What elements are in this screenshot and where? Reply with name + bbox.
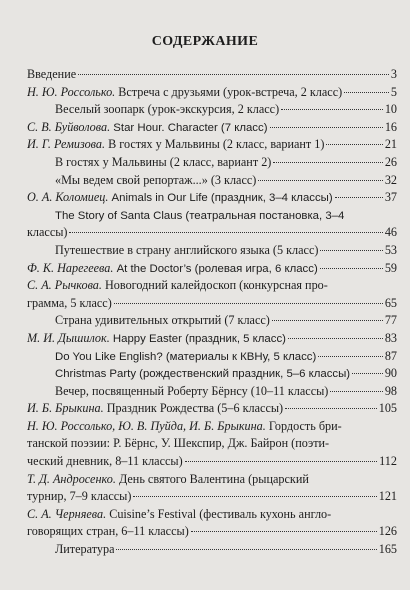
page-number: 126: [378, 524, 397, 539]
page-number: 90: [384, 366, 397, 381]
toc-entry: [27, 278, 397, 296]
toc-entry: [27, 349, 397, 367]
toc-entry-continuation: [27, 225, 397, 243]
entry-title: Литература: [55, 542, 115, 557]
entry-title: Christmas Party (рождественский праздник, 5–6 классы): [55, 368, 351, 381]
entry-title-line: День святого Валентина (рыцарский: [115, 471, 309, 486]
entry-title: Страна удивительных открытий (7 класс): [55, 313, 270, 328]
entry-author: М. И. Дышилок.: [27, 330, 110, 345]
toc-entry: [27, 472, 397, 490]
dot-leader: [285, 408, 377, 409]
toc-entry: [27, 507, 397, 525]
entry-author: С. В. Буйволова.: [27, 119, 111, 134]
page-number: 87: [384, 348, 397, 363]
toc-entry: [27, 384, 397, 402]
entry-author: И. Б. Брыкина.: [27, 401, 104, 416]
toc-entry: [27, 120, 397, 138]
entry-author: Т. Д. Андросенко.: [27, 471, 116, 486]
entry-title: Встреча с друзьями (урок-встреча, 2 класс): [115, 84, 343, 99]
entry-author: С. А. Черняева.: [27, 506, 107, 521]
page-number: 26: [384, 154, 397, 169]
dot-leader: [326, 144, 382, 145]
entry-author: С. А. Рычкова.: [27, 278, 102, 293]
dot-leader: [288, 338, 383, 339]
toc-entry: [27, 208, 397, 226]
page-number: 5: [390, 84, 397, 99]
toc-entry: [27, 401, 397, 419]
dot-leader: [191, 531, 377, 532]
dot-leader: [69, 232, 382, 233]
entry-author: И. Г. Ремизова.: [27, 137, 106, 152]
entry-author: Ф. К. Нарегеева.: [27, 260, 114, 275]
entry-author: Н. Ю. Россолько, Ю. В. Пуйда, И. Б. Брыкина.: [27, 418, 266, 433]
dot-leader: [320, 268, 383, 269]
toc-entry: [27, 190, 397, 208]
page-number: 165: [378, 542, 397, 557]
page-number: 3: [390, 67, 397, 81]
entry-title: Вечер, посвященный Роберту Бёрнсу (10–11 классы): [55, 383, 329, 398]
entry-title-line: Новогодний калейдоскоп (конкурсная про-: [101, 278, 328, 293]
toc-entry: [27, 173, 397, 191]
toc-entry: [27, 155, 397, 173]
toc-entry: [27, 366, 397, 384]
page-number: 112: [379, 454, 397, 469]
entry-title-line: классы): [27, 225, 68, 240]
entry-title: «Мы ведем свой репортаж...» (3 класс): [55, 172, 257, 187]
entry-title: Праздник Рождества (5–6 классы): [103, 401, 284, 416]
dot-leader: [318, 356, 383, 357]
dot-leader: [185, 461, 377, 462]
page-number: 77: [384, 313, 397, 328]
toc-entry-continuation: [27, 436, 397, 454]
entry-author: Н. Ю. Россолько.: [27, 84, 116, 99]
page-number: 98: [384, 383, 397, 398]
page-number: 59: [384, 260, 397, 275]
toc-entry: [27, 137, 397, 155]
entry-title-line: турнир, 7–9 классы): [27, 489, 132, 504]
entry-title: Do You Like English? (материалы к КВНу, 5 класс): [55, 350, 317, 363]
toc-entry: [27, 102, 397, 120]
entry-title: В гостях у Мальвины (2 класс, вариант 2): [55, 154, 272, 169]
page-number: 32: [384, 172, 397, 187]
page-title: СОДЕРЖАНИЕ: [151, 34, 259, 49]
toc-entry-continuation: [27, 489, 397, 507]
toc-entry: [27, 313, 397, 331]
dot-leader: [272, 320, 383, 321]
toc-entry-continuation: [27, 296, 397, 314]
dot-leader: [281, 109, 383, 110]
dot-leader: [116, 549, 376, 550]
toc-entry: [27, 542, 397, 560]
toc-entry: [27, 85, 397, 103]
page-number: 105: [378, 401, 397, 416]
page-number: 121: [378, 489, 397, 504]
dot-leader: [258, 180, 382, 181]
page-number: 53: [384, 242, 397, 257]
entry-title: Веселый зоопарк (урок-экскурсия, 2 класс): [55, 102, 280, 117]
entry-title: At the Doctor’s (ролевая игра, 6 класс): [113, 262, 318, 275]
page-number: 10: [384, 102, 397, 117]
dot-leader: [330, 391, 382, 392]
page-number: 37: [384, 190, 397, 205]
table-of-contents: [27, 67, 397, 560]
page-number: 83: [384, 330, 397, 345]
page-number: 21: [384, 137, 397, 152]
toc-entry: [27, 261, 397, 279]
page-number: 46: [384, 225, 397, 240]
dot-leader: [270, 127, 383, 128]
dot-leader: [78, 74, 389, 75]
entry-title: В гостях у Мальвины (2 класс, вариант 1): [105, 137, 325, 152]
page-number: 65: [384, 295, 397, 310]
entry-title-line: говорящих стран, 6–11 классы): [27, 524, 189, 539]
entry-title: Введение: [27, 67, 77, 81]
dot-leader: [344, 92, 389, 93]
entry-title-line: Cuisine’s Festival (фестиваль кухонь англо-: [106, 506, 332, 521]
entry-title-line: грамма, 5 класс): [27, 295, 112, 310]
toc-entry: [27, 67, 397, 85]
toc-entry: [27, 419, 397, 437]
dot-leader: [133, 496, 376, 497]
dot-leader: [352, 373, 383, 374]
entry-title: Star Hour. Character (7 класс): [110, 121, 268, 134]
dot-leader: [335, 197, 383, 198]
entry-author: О. А. Коломиец.: [27, 190, 109, 205]
toc-entry: [27, 331, 397, 349]
dot-leader: [273, 162, 382, 163]
page-number: 16: [384, 119, 397, 134]
entry-title: Happy Easter (праздник, 5 класс): [109, 332, 286, 345]
entry-title-line: танской поэзии: Р. Бёрнс, У. Шекспир, Дж. Байрон (поэти-: [27, 436, 330, 451]
entry-title-line: ческий дневник, 8–11 классы): [27, 454, 183, 469]
entry-title-line: Гордость бри-: [265, 418, 342, 433]
toc-entry-continuation: [27, 524, 397, 542]
toc-entry: [27, 243, 397, 261]
entry-title: Animals in Our Life (праздник, 3–4 классы): [108, 192, 333, 205]
entry-title: Путешествие в страну английского языка (5 класс): [55, 242, 319, 257]
dot-leader: [320, 250, 382, 251]
toc-entry-continuation: [27, 454, 397, 472]
entry-title-line: The Story of Santa Claus (театральная постановка, 3–4: [55, 209, 345, 222]
dot-leader: [114, 303, 383, 304]
